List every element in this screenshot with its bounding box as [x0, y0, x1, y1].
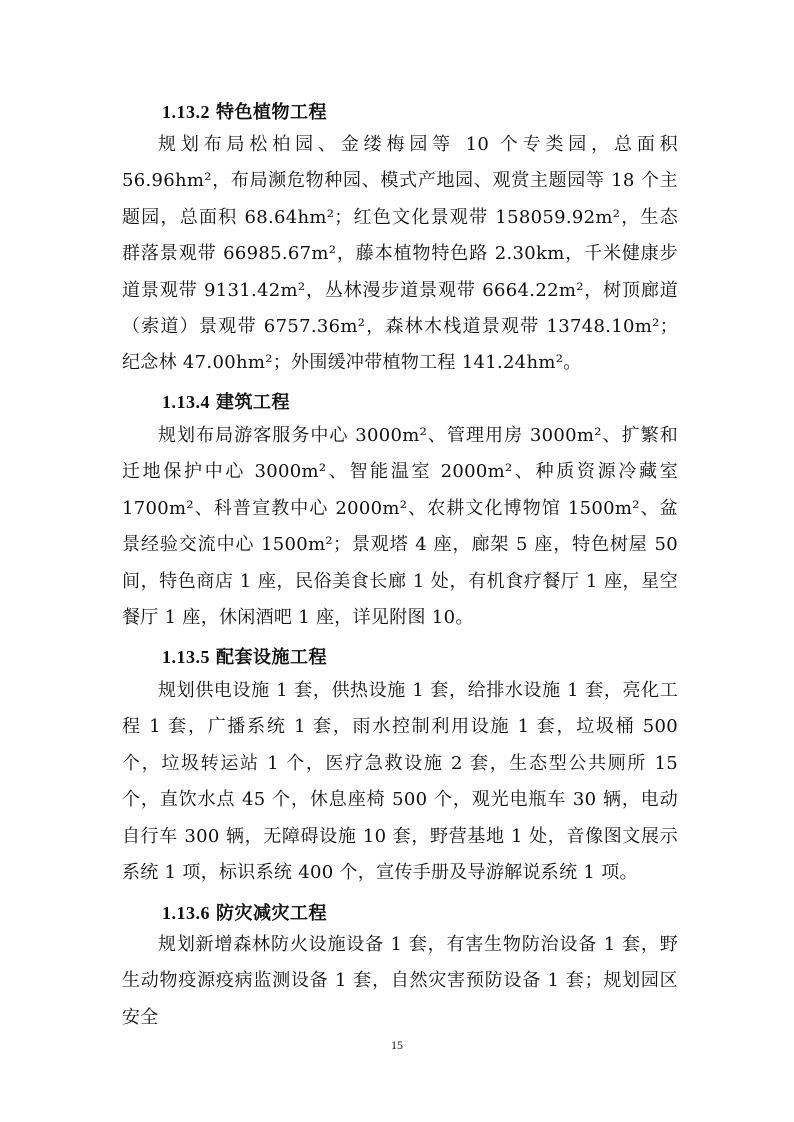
- section-body-buildings: 规划布局游客服务中心 3000m²、管理用房 3000m²、扩繁和迁地保护中心 3000m²、智能温室 2000m²、种质资源冷藏室 1700m²、科普宣教中心 2000m²、农耕文化博物馆 1500m²、盆景经验交流中心 1500m²；景观塔 4 座，廊架 5 座，特色树屋 50 间，特色商店 1 座，民俗美食长廊 1 处，有机食疗餐厅 1 座，星空餐厅 1 座，休闲酒吧 1 座，详见附图 10。: [122, 425, 678, 629]
- section-heading-facilities: [162, 643, 327, 669]
- section-number: 1.13.5: [162, 647, 210, 667]
- section-title: 配套设施工程: [216, 647, 327, 668]
- section-title: 特色植物工程: [216, 102, 327, 123]
- section-heading-disaster-prevention: [162, 899, 327, 925]
- section-number: 1.13.2: [162, 102, 210, 122]
- page-number: 15: [391, 1038, 403, 1052]
- section-title: 建筑工程: [216, 392, 290, 413]
- section-body-disaster-prevention: 规划新增森林防火设施设备 1 套，有害生物防治设备 1 套，野生动物疫源疫病监测设备 1 套，自然灾害预防设备 1 套；规划园区安全: [122, 934, 678, 1028]
- section-heading-buildings: [162, 388, 290, 414]
- section-number: 1.13.4: [162, 392, 210, 412]
- section-number: 1.13.6: [162, 903, 210, 923]
- section-heading-special-plants: [162, 98, 327, 124]
- section-title: 防灾减灾工程: [216, 903, 327, 924]
- section-body-special-plants: 规划布局松柏园、金缕梅园等 10 个专类园，总面积 56.96hm²，布局濒危物种园、模式产地园、观赏主题园等 18 个主题园，总面积 68.64hm²；红色文化景观带 158059.92m²，生态群落景观带 66985.67m²，藤本植物特色路 2.30km，千米健康步道景观带 9131.42m²，丛林漫步道景观带 6664.22m²，树顶廊道（索道）景观带 6757.36m²，森林木栈道景观带 13748.10m²；纪念林 47.00hm²；外围缓冲带植物工程 141.24hm²。: [122, 134, 678, 374]
- section-body-facilities: 规划供电设施 1 套，供热设施 1 套，给排水设施 1 套，亮化工程 1 套，广播系统 1 套，雨水控制利用设施 1 套，垃圾桶 500 个，垃圾转运站 1 个，医疗急救设施 2 套，生态型公共厕所 15 个，直饮水点 45 个，休息座椅 500 个，观光电瓶车 30 辆，电动自行车 300 辆，无障碍设施 10 套，野营基地 1 处，音像图文展示系统 1 项，标识系统 400 个，宣传手册及导游解说系统 1 项。: [122, 680, 678, 884]
